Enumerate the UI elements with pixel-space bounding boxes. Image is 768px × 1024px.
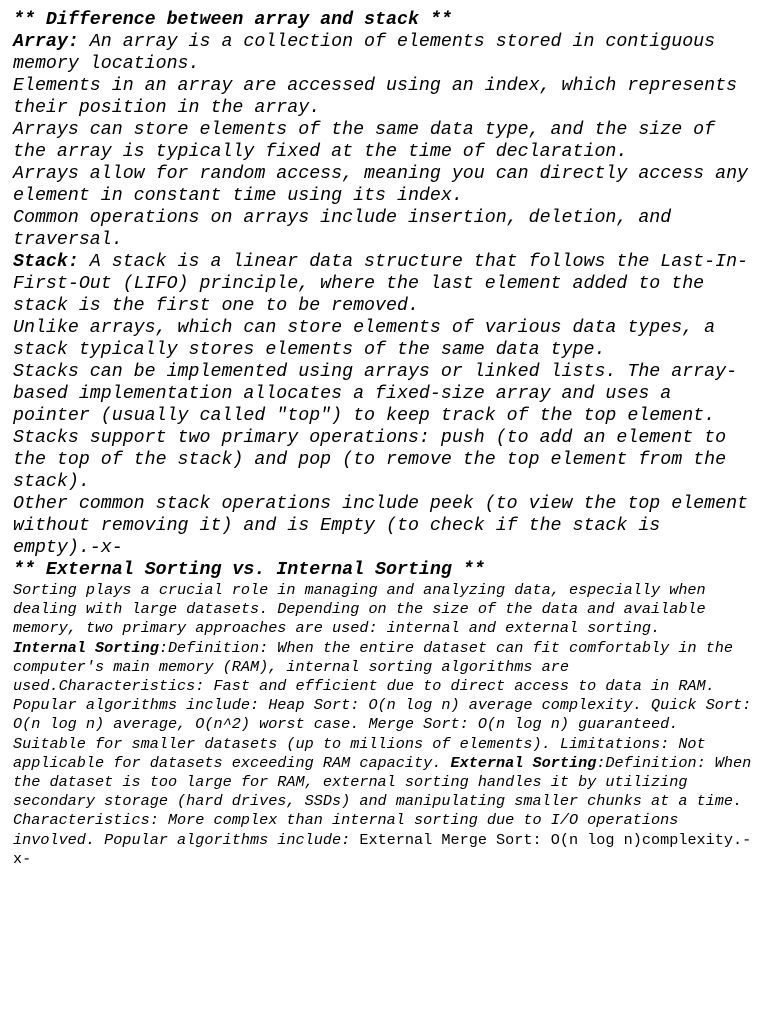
stack-definition: Stack: A stack is a linear data structure that follows the Last-In-First-Out (LIFO) principle, where the last element added to the stack is the first one to be removed. (13, 252, 749, 316)
array-term: Array: (13, 32, 79, 52)
document-page (13, 9, 758, 869)
section-heading: ** Difference between array and stack ** (13, 10, 452, 30)
array-operations-paragraph: Common operations on arrays include insertion, deletion, and traversal. (13, 208, 672, 250)
array-index-paragraph: Elements in an array are accessed using an index, which represents their position in the array. (13, 76, 738, 118)
stack-operations-paragraph: Stacks support two primary operations: push (to add an element to the top of the stack) and pop (to remove the top element from the stack). (13, 428, 727, 492)
external-sorting-term: External Sorting (450, 753, 597, 772)
array-vs-stack-section (13, 9, 758, 581)
sorting-intro-paragraph: Sorting plays a crucial role in managing and analyzing data, especially when dealing with large datasets. Depending on the size of the data and available memory, two primary approaches are used: internal and external sorting. (13, 581, 706, 638)
stack-term: Stack: (13, 252, 79, 272)
section-heading: ** External Sorting vs. Internal Sorting ** (13, 560, 485, 580)
stack-other-operations-paragraph: Other common stack operations include peek (to view the top element without removing it) and is Empty (to check if the stack is empty).-x- (13, 494, 749, 558)
array-definition: Array: An array is a collection of elements stored in contiguous memory locations. (13, 32, 716, 74)
stack-implementation-paragraph: Stacks can be implemented using arrays or linked lists. The array-based implementation allocates a fixed-size array and uses a pointer (usually called "top") to keep track of the top element. (13, 362, 738, 426)
array-type-paragraph: Arrays can store elements of the same data type, and the size of the array is typically fixed at the time of declaration. (13, 120, 716, 162)
array-random-access-paragraph: Arrays allow for random access, meaning you can directly access any element in constant time using its index. (13, 164, 749, 206)
sorting-section (13, 581, 758, 869)
sorting-details-paragraph: Internal Sorting:Definition: When the entire dataset can fit comfortably in the computer's main memory (RAM), internal sorting algorithms are used.Characteristics: Fast and efficient due to direct access to data in RAM. Popular algorithms include: Heap Sort: O(n log n) average complexity. Quick Sort: O(n log n) average, O(n^2) worst case. Merge Sort: O(n log n) guaranteed. Suitable for smaller datasets (up to millions of elements). Limitations: Not applicable for datasets exceeding RAM capacity. External Sorting:Definition: When the dataset is too large for RAM, external sorting handles it by utilizing secondary storage (hard drives, SSDs) and manipulating smaller chunks at a time. Characteristics: More complex than internal sorting due to I/O operations involved. Popular algorithms include: External Merge Sort: O(n log n)complexity.-x- (13, 638, 752, 868)
internal-sorting-term: Internal Sorting (13, 638, 159, 657)
stack-types-paragraph: Unlike arrays, which can store elements of various data types, a stack typically stores elements of the same data type. (13, 318, 716, 360)
